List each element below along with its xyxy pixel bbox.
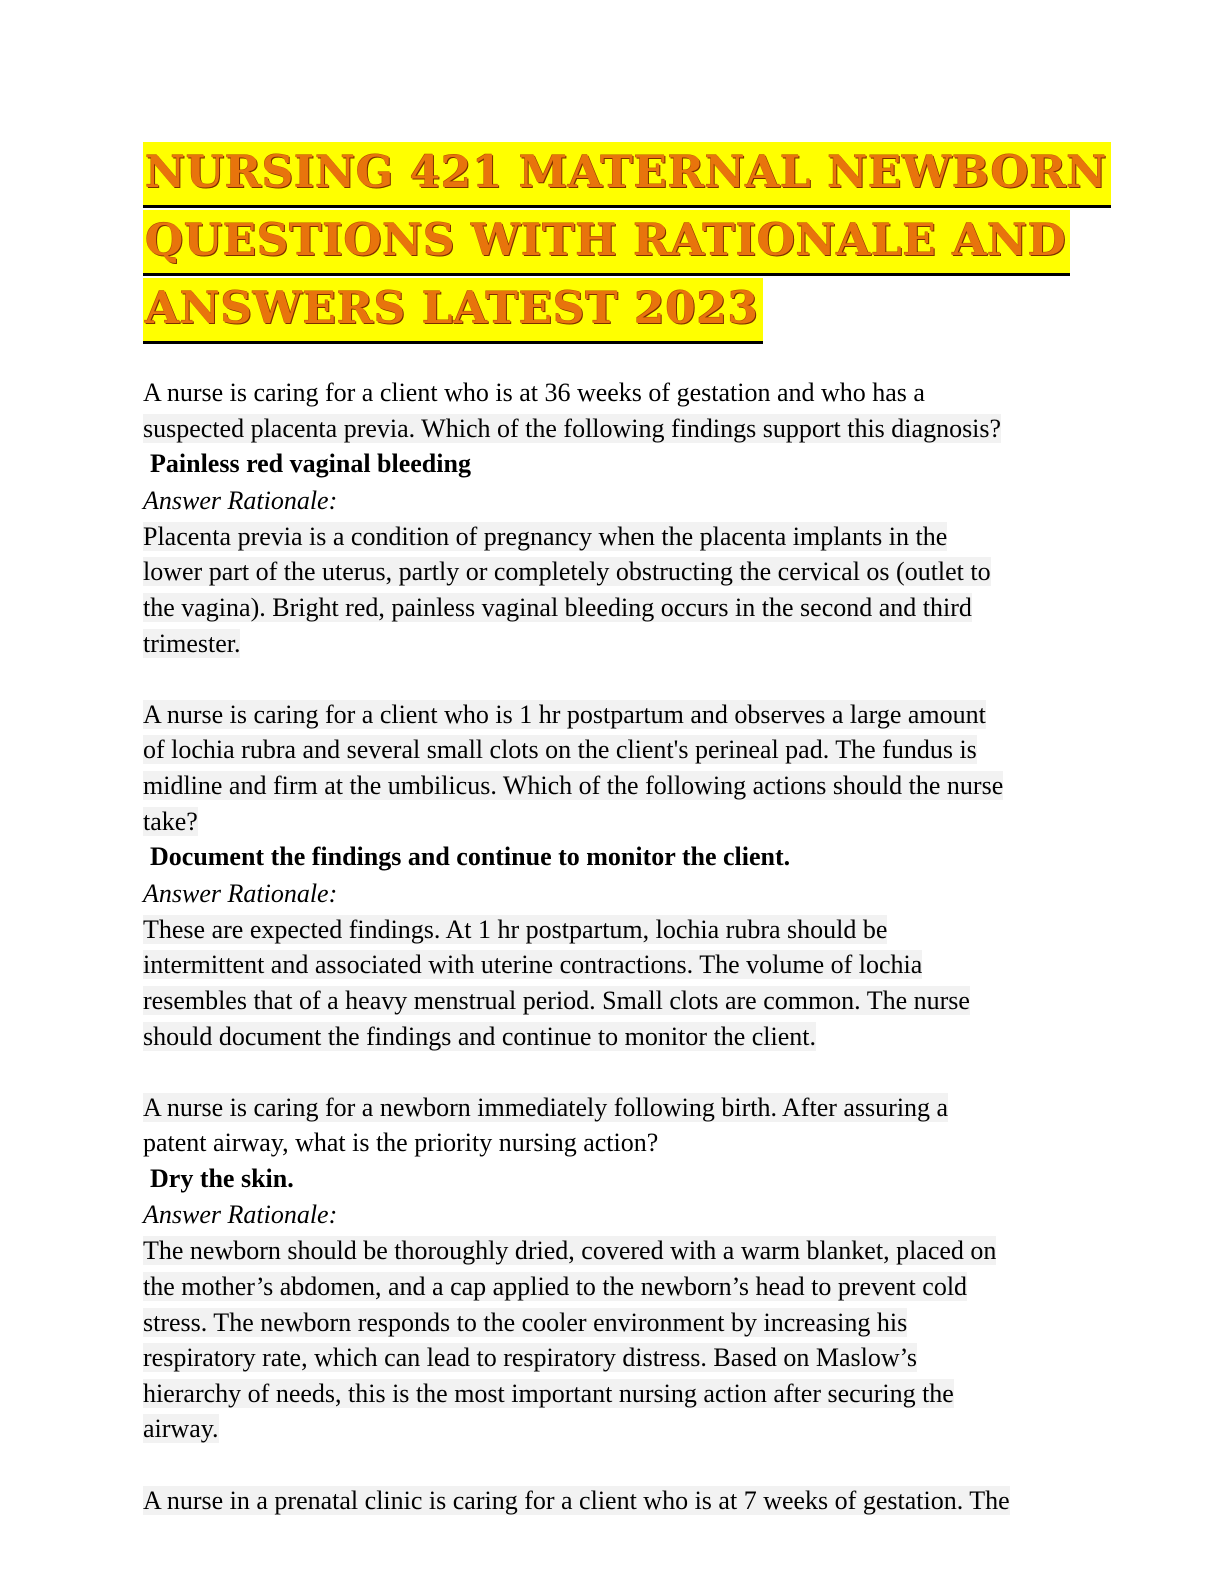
question-line: A nurse in a prenatal clinic is caring for a client who is at 7 weeks of gestation. The xyxy=(143,1485,1010,1515)
document-body xyxy=(143,375,1083,1554)
question-item xyxy=(143,1090,1083,1447)
rationale-line: should document the findings and continue to monitor the client. xyxy=(143,1021,816,1051)
title-line-1: NURSING 421 MATERNAL NEWBORN xyxy=(143,142,1111,208)
question-line: of lochia rubra and several small clots on the client's perineal pad. The fundus is xyxy=(143,735,977,765)
rationale-label: Answer Rationale: xyxy=(143,1200,338,1230)
rationale-line: The newborn should be thoroughly dried, covered with a warm blanket, placed on xyxy=(143,1236,997,1266)
rationale-line: trimester. xyxy=(143,628,241,658)
rationale-line: lower part of the uterus, partly or completely obstructing the cervical os (outlet to xyxy=(143,557,991,587)
answer-text: Dry the skin. xyxy=(150,1163,294,1193)
question-line: A nurse is caring for a client who is 1 hr postpartum and observes a large amount xyxy=(143,699,986,729)
question-line: A nurse is caring for a newborn immediately following birth. After assuring a xyxy=(143,1092,949,1122)
rationale-line: intermittent and associated with uterine contractions. The volume of lochia xyxy=(143,950,923,980)
rationale-line: hierarchy of needs, this is the most important nursing action after securing the xyxy=(143,1378,954,1408)
rationale-line: stress. The newborn responds to the cooler environment by increasing his xyxy=(143,1307,908,1337)
rationale-line: respiratory rate, which can lead to respiratory distress. Based on Maslow’s xyxy=(143,1343,918,1373)
answer-text: Painless red vaginal bleeding xyxy=(150,449,471,479)
rationale-line: resembles that of a heavy menstrual period. Small clots are common. The nurse xyxy=(143,985,970,1015)
rationale-line: the vagina). Bright red, painless vaginal bleeding occurs in the second and third xyxy=(143,592,972,622)
question-item xyxy=(143,697,1083,1054)
question-item xyxy=(143,1483,1083,1519)
rationale-line: the mother’s abdomen, and a cap applied to the newborn’s head to prevent cold xyxy=(143,1272,968,1302)
answer-text: Document the findings and continue to monitor the client. xyxy=(150,842,791,872)
rationale-line: These are expected findings. At 1 hr postpartum, lochia rubra should be xyxy=(143,914,888,944)
title-line-2: QUESTIONS WITH RATIONALE AND xyxy=(143,210,1070,276)
rationale-label: Answer Rationale: xyxy=(143,485,338,515)
question-line: midline and firm at the umbilicus. Which of the following actions should the nurse xyxy=(143,770,1004,800)
question-line: take? xyxy=(143,806,198,836)
question-line: patent airway, what is the priority nursing action? xyxy=(143,1128,659,1158)
question-line: suspected placenta previa. Which of the following findings support this diagnosis? xyxy=(143,413,1002,443)
rationale-label: Answer Rationale: xyxy=(143,878,338,908)
document-title xyxy=(143,142,1107,346)
rationale-line: airway. xyxy=(143,1414,219,1444)
rationale-line: Placenta previa is a condition of pregnancy when the placenta implants in the xyxy=(143,521,948,551)
question-line: A nurse is caring for a client who is at 36 weeks of gestation and who has a xyxy=(143,378,925,407)
title-line-3: ANSWERS LATEST 2023 xyxy=(143,278,763,344)
question-item xyxy=(143,375,1083,661)
